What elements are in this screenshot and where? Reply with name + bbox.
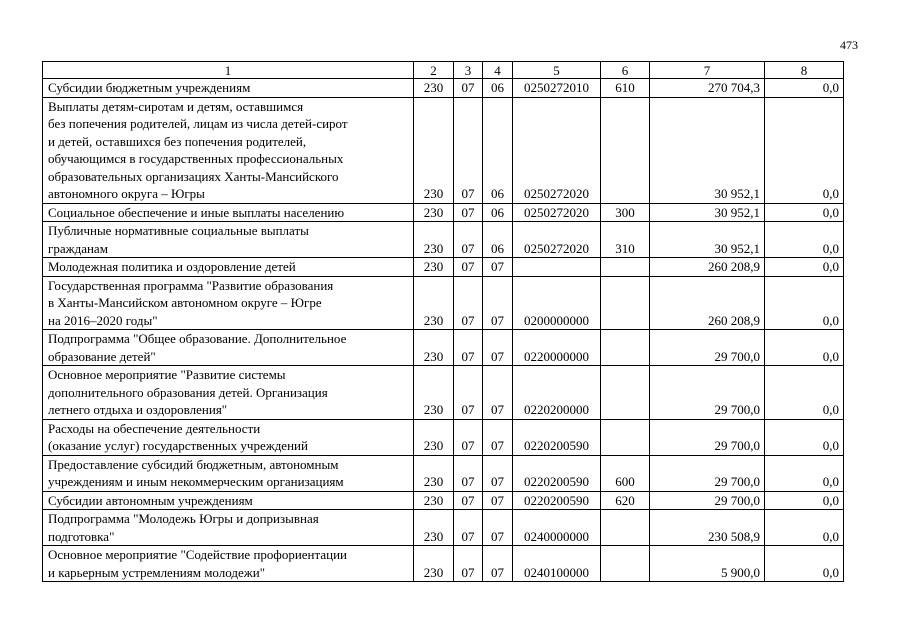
table-row: [43, 97, 844, 203]
item-code-cell: 06: [483, 97, 513, 203]
expense-type-cell: [601, 276, 650, 330]
expense-type-cell: 310: [601, 222, 650, 258]
amount-cell: 29 700,0: [650, 491, 765, 510]
subsection-code-cell: 07: [454, 455, 483, 491]
change-amount-cell: 0,0: [765, 510, 844, 546]
section-code-cell: 230: [414, 79, 454, 98]
table-row: [43, 419, 844, 455]
expense-type-cell: [601, 419, 650, 455]
table-row: [43, 491, 844, 510]
target-article-cell: 0220200590: [513, 455, 601, 491]
target-article-cell: 0250272020: [513, 97, 601, 203]
item-code-cell: 07: [483, 330, 513, 366]
table-row: [43, 276, 844, 330]
item-code-cell: 07: [483, 258, 513, 277]
expense-type-cell: [601, 510, 650, 546]
amount-cell: 270 704,3: [650, 79, 765, 98]
change-amount-cell: 0,0: [765, 419, 844, 455]
change-amount-cell: 0,0: [765, 330, 844, 366]
column-header: 3: [454, 62, 483, 79]
table-row: [43, 222, 844, 258]
amount-cell: 260 208,9: [650, 258, 765, 277]
row-name-cell: Субсидии бюджетным учреждениям: [43, 79, 414, 98]
subsection-code-cell: 07: [454, 276, 483, 330]
table-row: [43, 455, 844, 491]
target-article-cell: 0220200000: [513, 366, 601, 420]
subsection-code-cell: 07: [454, 366, 483, 420]
subsection-code-cell: 07: [454, 546, 483, 582]
change-amount-cell: 0,0: [765, 203, 844, 222]
change-amount-cell: 0,0: [765, 79, 844, 98]
column-header: 6: [601, 62, 650, 79]
section-code-cell: 230: [414, 330, 454, 366]
target-article-cell: 0240100000: [513, 546, 601, 582]
table-row: [43, 203, 844, 222]
table-row: [43, 366, 844, 420]
subsection-code-cell: 07: [454, 491, 483, 510]
column-header: 1: [43, 62, 414, 79]
item-code-cell: 07: [483, 455, 513, 491]
page-number: 473: [840, 38, 858, 52]
amount-cell: 260 208,9: [650, 276, 765, 330]
subsection-code-cell: 07: [454, 419, 483, 455]
subsection-code-cell: 07: [454, 203, 483, 222]
header-row: [43, 62, 844, 79]
amount-cell: 5 900,0: [650, 546, 765, 582]
row-name-cell: Государственная программа "Развитие образования в Ханты-Мансийском автономном округе – Югре на 2016–2020 годы": [43, 276, 414, 330]
expense-type-cell: 600: [601, 455, 650, 491]
item-code-cell: 07: [483, 276, 513, 330]
row-name-cell: Субсидии автономным учреждениям: [43, 491, 414, 510]
amount-cell: 29 700,0: [650, 455, 765, 491]
subsection-code-cell: 07: [454, 258, 483, 277]
item-code-cell: 07: [483, 510, 513, 546]
section-code-cell: 230: [414, 455, 454, 491]
subsection-code-cell: 07: [454, 330, 483, 366]
section-code-cell: 230: [414, 258, 454, 277]
change-amount-cell: 0,0: [765, 366, 844, 420]
row-name-cell: Подпрограмма "Молодежь Югры и допризывная подготовка": [43, 510, 414, 546]
table-row: [43, 546, 844, 582]
expense-type-cell: 610: [601, 79, 650, 98]
table-row: [43, 258, 844, 277]
target-article-cell: 0250272020: [513, 203, 601, 222]
row-name-cell: Расходы на обеспечение деятельности (оказание услуг) государственных учреждений: [43, 419, 414, 455]
target-article-cell: 0250272020: [513, 222, 601, 258]
amount-cell: 30 952,1: [650, 203, 765, 222]
row-name-cell: Предоставление субсидий бюджетным, автономным учреждениям и иным некоммерческим организациям: [43, 455, 414, 491]
row-name-cell: Основное мероприятие "Развитие системы дополнительного образования детей. Организация летнего отдыха и оздоровления": [43, 366, 414, 420]
row-name-cell: Социальное обеспечение и иные выплаты населению: [43, 203, 414, 222]
change-amount-cell: 0,0: [765, 546, 844, 582]
row-name-cell: Подпрограмма "Общее образование. Дополнительное образование детей": [43, 330, 414, 366]
amount-cell: 29 700,0: [650, 419, 765, 455]
table-row: [43, 510, 844, 546]
target-article-cell: [513, 258, 601, 277]
subsection-code-cell: 07: [454, 97, 483, 203]
item-code-cell: 07: [483, 546, 513, 582]
change-amount-cell: 0,0: [765, 276, 844, 330]
row-name-cell: Молодежная политика и оздоровление детей: [43, 258, 414, 277]
section-code-cell: 230: [414, 222, 454, 258]
target-article-cell: 0240000000: [513, 510, 601, 546]
expense-type-cell: [601, 330, 650, 366]
section-code-cell: 230: [414, 419, 454, 455]
section-code-cell: 230: [414, 276, 454, 330]
change-amount-cell: 0,0: [765, 491, 844, 510]
table-row: [43, 330, 844, 366]
subsection-code-cell: 07: [454, 510, 483, 546]
item-code-cell: 07: [483, 419, 513, 455]
expense-type-cell: [601, 97, 650, 203]
target-article-cell: 0220200590: [513, 491, 601, 510]
column-header: 2: [414, 62, 454, 79]
expense-type-cell: [601, 546, 650, 582]
subsection-code-cell: 07: [454, 222, 483, 258]
column-header: 4: [483, 62, 513, 79]
target-article-cell: 0200000000: [513, 276, 601, 330]
change-amount-cell: 0,0: [765, 455, 844, 491]
row-name-cell: Выплаты детям-сиротам и детям, оставшимся без попечения родителей, лицам из числа детей-сирот и детей, оставшихся без попечения родителей, обучающимся в государственных профессиональных образовательных организациях Ханты-Мансийского автономного округа – Югры: [43, 97, 414, 203]
budget-table: [42, 61, 844, 582]
change-amount-cell: 0,0: [765, 97, 844, 203]
expense-type-cell: 620: [601, 491, 650, 510]
amount-cell: 30 952,1: [650, 97, 765, 203]
expense-type-cell: [601, 366, 650, 420]
expense-type-cell: 300: [601, 203, 650, 222]
item-code-cell: 06: [483, 203, 513, 222]
expense-type-cell: [601, 258, 650, 277]
amount-cell: 230 508,9: [650, 510, 765, 546]
amount-cell: 30 952,1: [650, 222, 765, 258]
section-code-cell: 230: [414, 366, 454, 420]
item-code-cell: 07: [483, 491, 513, 510]
section-code-cell: 230: [414, 546, 454, 582]
column-header: 5: [513, 62, 601, 79]
target-article-cell: 0220200590: [513, 419, 601, 455]
amount-cell: 29 700,0: [650, 366, 765, 420]
change-amount-cell: 0,0: [765, 258, 844, 277]
section-code-cell: 230: [414, 510, 454, 546]
section-code-cell: 230: [414, 97, 454, 203]
table-row: [43, 79, 844, 98]
row-name-cell: Основное мероприятие "Содействие профориентации и карьерным устремлениям молодежи": [43, 546, 414, 582]
item-code-cell: 06: [483, 79, 513, 98]
column-header: 8: [765, 62, 844, 79]
row-name-cell: Публичные нормативные социальные выплаты гражданам: [43, 222, 414, 258]
target-article-cell: 0250272010: [513, 79, 601, 98]
column-header: 7: [650, 62, 765, 79]
section-code-cell: 230: [414, 203, 454, 222]
subsection-code-cell: 07: [454, 79, 483, 98]
item-code-cell: 06: [483, 222, 513, 258]
amount-cell: 29 700,0: [650, 330, 765, 366]
section-code-cell: 230: [414, 491, 454, 510]
item-code-cell: 07: [483, 366, 513, 420]
change-amount-cell: 0,0: [765, 222, 844, 258]
target-article-cell: 0220000000: [513, 330, 601, 366]
